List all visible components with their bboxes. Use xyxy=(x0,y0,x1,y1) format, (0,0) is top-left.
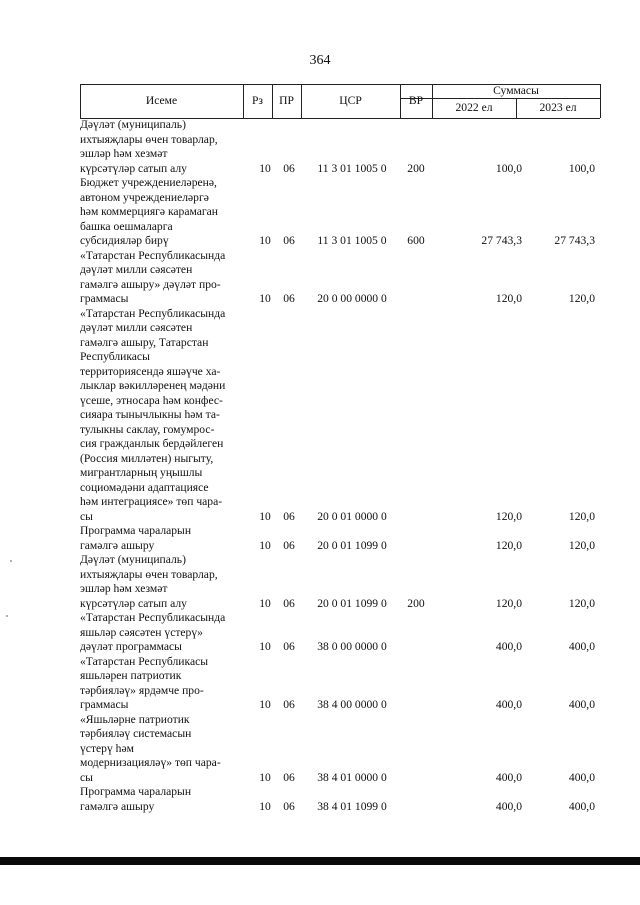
row-csr: 11 3 01 1005 0 xyxy=(317,234,387,247)
table-row xyxy=(80,249,600,307)
page-number: 364 xyxy=(309,53,331,68)
row-csr: 20 0 01 1099 0 xyxy=(317,596,387,610)
row-name-line: ихтыяҗлары өчен товарлар, xyxy=(80,567,218,581)
row-value-2023: 400,0 xyxy=(568,640,595,653)
row-name-line: яшьләрен патриотик xyxy=(80,669,182,682)
row-value-2022: 400,0 xyxy=(495,698,522,711)
row-name xyxy=(80,307,243,525)
row-csr: 20 0 01 0000 0 xyxy=(317,509,387,523)
table-row xyxy=(80,785,600,814)
row-name xyxy=(80,713,243,786)
row-name-line: Программа чараларын xyxy=(80,524,192,537)
row-name-line: «Татарстан Республикасында xyxy=(80,306,226,320)
row-name-line: Дәүләт (муниципаль) xyxy=(80,553,186,566)
row-csr: 38 4 00 0000 0 xyxy=(317,698,387,711)
row-name-line: тәрбияләү системасын xyxy=(80,727,192,740)
row-pr: 06 xyxy=(283,234,295,247)
header-csr: ЦСР xyxy=(339,94,362,107)
row-name-line: «Татарстан Республикасы xyxy=(80,654,209,668)
row-name-line: тулыкны саклау, гомумрос- xyxy=(80,422,215,436)
budget-table xyxy=(80,84,600,814)
row-csr: 38 4 01 1099 0 xyxy=(317,799,387,813)
row-value-2022: 27 743,3 xyxy=(481,234,522,247)
scan-bottom-edge xyxy=(0,857,640,865)
row-name-line: территориясендә яшәүче ха- xyxy=(80,364,221,378)
row-pr: 06 xyxy=(283,596,295,610)
row-vr: 600 xyxy=(407,234,425,247)
row-value-2022: 400,0 xyxy=(495,799,522,813)
row-value-2022: 400,0 xyxy=(495,640,522,653)
table-row xyxy=(80,524,600,553)
row-value-2023: 400,0 xyxy=(568,698,595,711)
row-name-line: сы xyxy=(80,770,93,784)
row-name-line: модернизацияләү» төп чара- xyxy=(80,756,221,769)
row-name-line: гамәлгә ашыру, Татарстан xyxy=(80,335,209,349)
row-name-line: сы xyxy=(80,509,93,523)
row-pr: 06 xyxy=(283,698,295,711)
row-rz: 10 xyxy=(259,698,271,711)
row-name-line: субсидияләр бирү xyxy=(80,234,169,247)
row-name-line: граммасы xyxy=(80,292,129,305)
row-name-line: Программа чараларын xyxy=(80,785,192,798)
scan-speck xyxy=(6,615,8,617)
row-name-line: дәүләт милли сәясәтен xyxy=(80,263,193,276)
row-pr: 06 xyxy=(283,799,295,813)
row-rz: 10 xyxy=(259,161,271,175)
row-name-line: күрсәтүләр сатып алу xyxy=(80,161,187,175)
row-rz: 10 xyxy=(259,770,271,784)
table-row xyxy=(80,611,600,655)
row-name xyxy=(80,785,243,814)
header-sums: Суммасы xyxy=(493,84,539,97)
row-value-2023: 400,0 xyxy=(568,770,595,784)
row-name-line: дәүләт милли сәясәтен xyxy=(80,321,193,334)
scan-speck xyxy=(10,560,12,562)
row-name-line: эшләр һәм хезмәт xyxy=(80,147,168,160)
row-pr: 06 xyxy=(283,161,295,175)
row-name-line: Республикасы xyxy=(80,350,150,363)
row-name-line: эшләр һәм хезмәт xyxy=(80,582,168,595)
row-name xyxy=(80,611,243,655)
header-pr: ПР xyxy=(279,94,294,107)
row-name-line: мигрантларның уңышлы xyxy=(80,466,203,479)
row-name-line: автоном учреждениеләргә xyxy=(80,190,209,204)
row-name-line: тәрбияләү» ярдәмче про- xyxy=(80,683,204,697)
row-value-2023: 100,0 xyxy=(568,161,595,175)
row-name xyxy=(80,553,243,611)
row-name-line: ихтыяҗлары өчен товарлар, xyxy=(80,132,218,146)
table-row xyxy=(80,176,600,249)
table-row xyxy=(80,118,600,176)
header-vr: ВР xyxy=(408,94,424,107)
row-rz: 10 xyxy=(259,509,271,523)
row-name-line: «Яшьләрне патриотик xyxy=(80,712,190,726)
row-name xyxy=(80,524,243,553)
row-name-line: Дәүләт (муниципаль) xyxy=(80,118,186,131)
row-value-2022: 120,0 xyxy=(495,509,522,523)
row-name-line: (Россия милләтен) ныгыту, xyxy=(80,451,214,465)
row-rz: 10 xyxy=(259,596,271,610)
row-value-2023: 120,0 xyxy=(568,596,595,610)
row-pr: 06 xyxy=(283,509,295,523)
row-value-2023: 27 743,3 xyxy=(554,234,595,247)
row-name xyxy=(80,655,243,713)
row-value-2022: 100,0 xyxy=(495,161,522,175)
table-body xyxy=(80,118,600,814)
row-name-line: үсеше, этносара һәм конфес- xyxy=(80,393,223,407)
row-pr: 06 xyxy=(283,770,295,784)
row-name-line: гамәлгә ашыру» дәүләт про- xyxy=(80,277,221,291)
row-name-line: сия гражданлык бердәйлеген xyxy=(80,437,224,450)
row-rz: 10 xyxy=(259,538,271,552)
header-year-2022: 2022 ел xyxy=(455,101,493,114)
row-name-line: башка оешмаларга xyxy=(80,219,173,233)
row-name-line: дәүләт программасы xyxy=(80,640,182,653)
table-header xyxy=(80,84,600,118)
row-rz: 10 xyxy=(259,234,271,247)
row-name-line: күрсәтүләр сатып алу xyxy=(80,596,187,610)
row-name-line: лыклар вәкилләренең мәдәни xyxy=(80,379,226,392)
row-csr: 38 0 00 0000 0 xyxy=(317,640,387,653)
row-csr: 38 4 01 0000 0 xyxy=(317,770,387,784)
row-csr: 20 0 01 1099 0 xyxy=(317,538,387,552)
table-row xyxy=(80,553,600,611)
row-csr: 20 0 00 0000 0 xyxy=(317,292,387,305)
row-rz: 10 xyxy=(259,640,271,653)
header-year-2023: 2023 ел xyxy=(539,101,577,114)
header-name: Исеме xyxy=(145,94,178,107)
table-row xyxy=(80,655,600,713)
row-name xyxy=(80,249,243,307)
row-name xyxy=(80,176,243,249)
row-vr: 200 xyxy=(407,596,425,610)
row-name-line: социомәдәни адаптациясе xyxy=(80,480,209,494)
row-name-line: «Татарстан Республикасында xyxy=(80,611,226,624)
row-name-line: «Татарстан Республикасында xyxy=(80,248,226,262)
row-name-line: гамәлгә ашыру xyxy=(80,538,155,552)
row-value-2023: 400,0 xyxy=(568,799,595,813)
row-vr: 200 xyxy=(407,161,425,175)
row-name xyxy=(80,118,243,176)
row-rz: 10 xyxy=(259,799,271,813)
row-value-2022: 120,0 xyxy=(495,596,522,610)
row-name-line: яшьләр сәясәтен үстерү» xyxy=(80,625,203,639)
row-value-2022: 120,0 xyxy=(495,292,522,305)
row-name-line: һәм коммерциягә карамаган xyxy=(80,205,219,218)
row-name-line: Бюджет учреждениеләренә, xyxy=(80,176,217,189)
row-value-2023: 120,0 xyxy=(568,292,595,305)
row-name-line: гамәлгә ашыру xyxy=(80,799,155,813)
row-pr: 06 xyxy=(283,292,295,305)
row-name-line: һәм интеграциясе» төп чара- xyxy=(80,495,223,508)
row-name-line: үстерү һәм xyxy=(80,741,134,755)
header-rz: Рз xyxy=(251,94,264,107)
table-row xyxy=(80,713,600,786)
row-value-2023: 120,0 xyxy=(568,538,595,552)
row-value-2023: 120,0 xyxy=(568,509,595,523)
row-pr: 06 xyxy=(283,640,295,653)
row-csr: 11 3 01 1005 0 xyxy=(317,161,387,175)
table-row xyxy=(80,307,600,525)
row-rz: 10 xyxy=(259,292,271,305)
row-name-line: граммасы xyxy=(80,698,129,711)
row-value-2022: 400,0 xyxy=(495,770,522,784)
row-pr: 06 xyxy=(283,538,295,552)
row-value-2022: 120,0 xyxy=(495,538,522,552)
row-name-line: сияара тынычлыкны һәм та- xyxy=(80,408,220,421)
